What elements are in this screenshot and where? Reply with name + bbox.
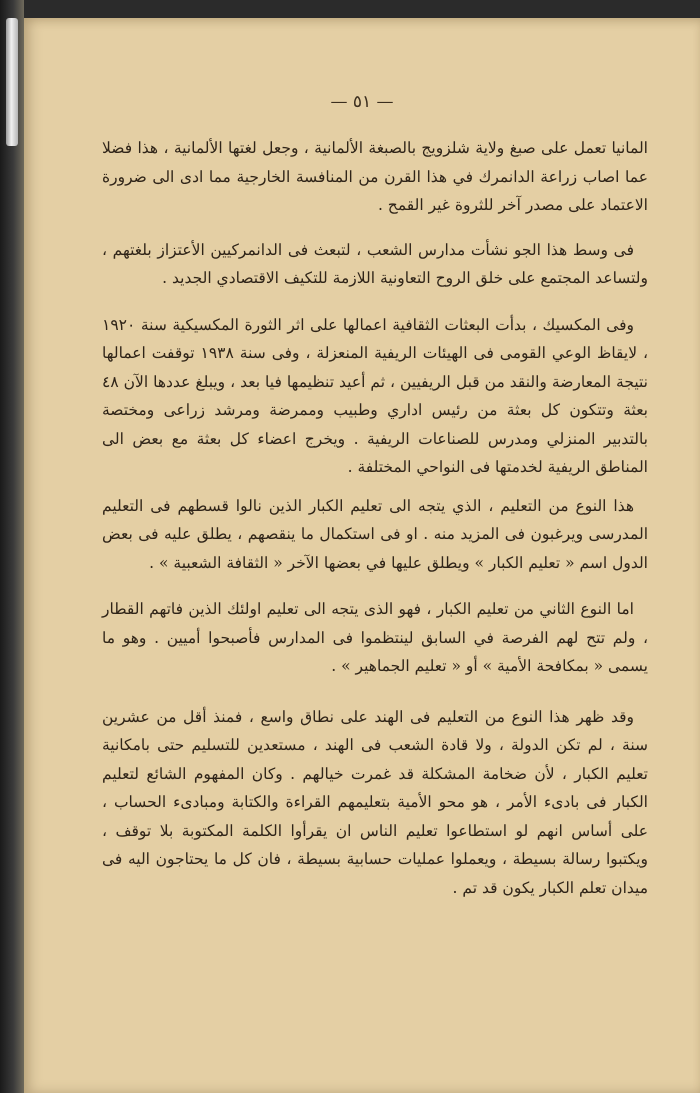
paragraph-mexico-missions: وفى المكسيك ، بدأت البعثات الثقافية اعمالها على اثر الثورة المكسيكية سنة ١٩٢٠ ، لايقاظ الوعي القومى فى الهيئات الريفية المنعزلة ، وفى سنة ١٩٣٨ توقفت اعمالها نتيجة المعارضة والنقد من قبل الريفيين ، ثم أعيد تنظيمها فيا بعد ، ويبلغ عددها الآن ٤٨ بعثة وتتكون كل بعثة من رئيس اداري وطبيب وممرضة ومرشد زراعى ومختصة بالتدبير المنزلي ومدرس للصناعات الريفية . ويخرج اعضاء كل بعثة مع بعض الى المناطق الريفية لخدمتها فى النواحي المختلفة . (102, 315, 648, 476)
paragraph-folk-schools: فى وسط هذا الجو نشأت مدارس الشعب ، لتبعث فى الدانمركيين الأعتزاز بلغتهم ، ولتساعد المجتمع على خلق الروح التعاونية اللازمة للتكيف الاقتصادي الجديد . (102, 240, 648, 287)
paragraph-denmark-germany: المانيا تعمل على صبغ ولاية شلزويج بالصبغة الألمانية ، وجعل لغتها الألمانية ، هذا فضلا عما اصاب زراعة الدانمرك في هذا القرن من المنافسة الخارجية مما ادى الى ضرورة الاعتماد على مصدر آخر للثروة غير القمح . (102, 139, 648, 214)
scan-binding-shadow (0, 0, 24, 1093)
document-page (24, 18, 700, 1093)
page-number: — ٥١ — (330, 92, 394, 112)
paragraph-adult-education-type-one: هذا النوع من التعليم ، الذي يتجه الى تعليم الكبار الذين نالوا قسطهم فى التعليم المدرسى ويرغبون فى المزيد منه . او فى استكمال ما ينقصهم ، يطلق عليه فى بعض الدول اسم « تعليم الكبار » ويطلق عليها في بعضها الآخر « الثقافة الشعبية » . (102, 496, 648, 572)
paragraph-adult-education-type-two: اما النوع الثاني من تعليم الكبار ، فهو الذى يتجه الى تعليم اولئك الذين فاتهم القطار ، ولم تتح لهم الفرصة في السابق لينتظموا فى المدارس فأصبحوا أميين . وهو ما يسمى « بمكافحة الأمية » أو « تعليم الجماهير » . (102, 600, 648, 675)
page-body (102, 134, 648, 902)
binder-clip (6, 18, 18, 146)
paragraph-india-literacy: وقد ظهر هذا النوع من التعليم فى الهند على نطاق واسع ، فمنذ أقل من عشرين سنة ، لم تكن الدولة ، ولا قادة الشعب فى الهند ، مستعدين للتسليم حتى بامكانية تعليم الكبار ، لأن ضخامة المشكلة قد غمرت خيالهم . وكان المفهوم الشائع لتعليم الكبار فى بادىء الأمر ، هو محو الأمية بتعليمهم القراءة والكتابة ومبادىء الحساب ، على أساس انهم لو استطاعوا تعليم الناس ان يقرأوا الكلمة المكتوبة بلا توقف ، ويكتبوا رسالة بسيطة ، ويعملوا عمليات حسابية بسيطة ، فان كل ما يحتاجون اليه فى ميدان تعلم الكبار يكون قد تم . (102, 707, 648, 897)
